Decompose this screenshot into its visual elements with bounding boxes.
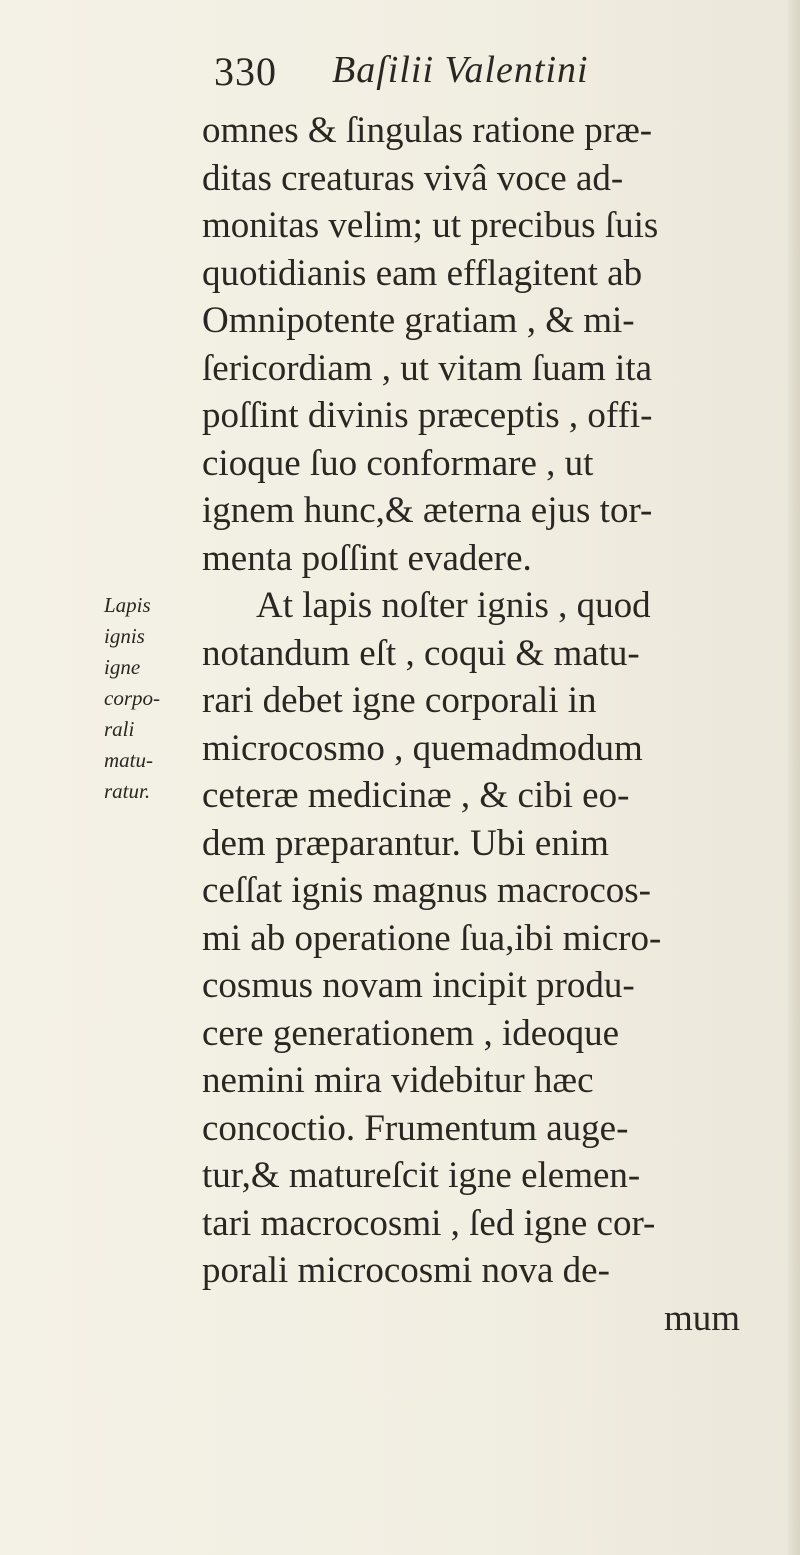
text-line: mi ab operatione ſua,ibi micro-	[202, 917, 662, 959]
margin-note-line: matu-	[104, 748, 153, 772]
margin-note-line: ratur.	[104, 779, 151, 803]
text-line: rari debet igne corporali in	[202, 680, 597, 721]
text-line: concoctio. Frumentum auge-	[202, 1107, 629, 1149]
margin-note-line: igne	[104, 655, 141, 679]
text-line: ceſſat ignis magnus macrocos-	[202, 870, 652, 911]
text-line: ſericordiam , ut vitam ſuam ita	[202, 347, 653, 389]
page-header	[214, 48, 684, 98]
text-line: notandum eſt , coqui & matu-	[202, 632, 640, 674]
text-line: ditas creaturas vivâ voce ad-	[202, 157, 624, 199]
text-line: cere generationem , ideoque	[202, 1012, 620, 1054]
text-line: microcosmo , quemadmodum	[202, 727, 643, 769]
text-line: ceteræ medicinæ , & cibi eo-	[202, 775, 630, 816]
text-line: cosmus novam incipit produ-	[202, 965, 635, 1006]
text-line: dem præparantur. Ubi enim	[202, 822, 609, 864]
catchword: mum	[663, 1297, 740, 1339]
margin-note-line: corpo-	[104, 686, 160, 710]
margin-note-line: Lapis	[104, 593, 151, 617]
text-line: tur,& matureſcit igne elemen-	[202, 1155, 641, 1196]
text-line: Omnipotente gratiam , & mi-	[202, 300, 635, 341]
text-line: cioque ſuo conformare , ut	[202, 442, 594, 484]
margin-note-line: rali	[104, 717, 135, 741]
body-text	[202, 107, 792, 1342]
text-line: quotidianis eam efflagitent ab	[202, 252, 643, 294]
text-line: monitas velim; ut precibus ſuis	[202, 205, 659, 246]
text-line: poſſint divinis præceptis , offi-	[202, 395, 653, 436]
text-line: omnes & ſingulas ratione præ-	[202, 110, 653, 151]
running-title: Baſilii Valentini	[332, 49, 589, 91]
text-line: nemini mira videbitur hæc	[202, 1060, 594, 1101]
text-line: menta poſſint evadere.	[202, 537, 532, 579]
text-line: ignem hunc,& æterna ejus tor-	[202, 490, 653, 531]
paragraph-start-line: At lapis noſter ignis , quod	[256, 585, 651, 626]
margin-note-line: ignis	[104, 624, 145, 648]
text-line: porali microcosmi nova de-	[202, 1250, 610, 1291]
margin-note	[104, 590, 194, 807]
page-number: 330	[214, 49, 277, 94]
text-line: tari macrocosmi , ſed igne cor-	[202, 1202, 656, 1244]
